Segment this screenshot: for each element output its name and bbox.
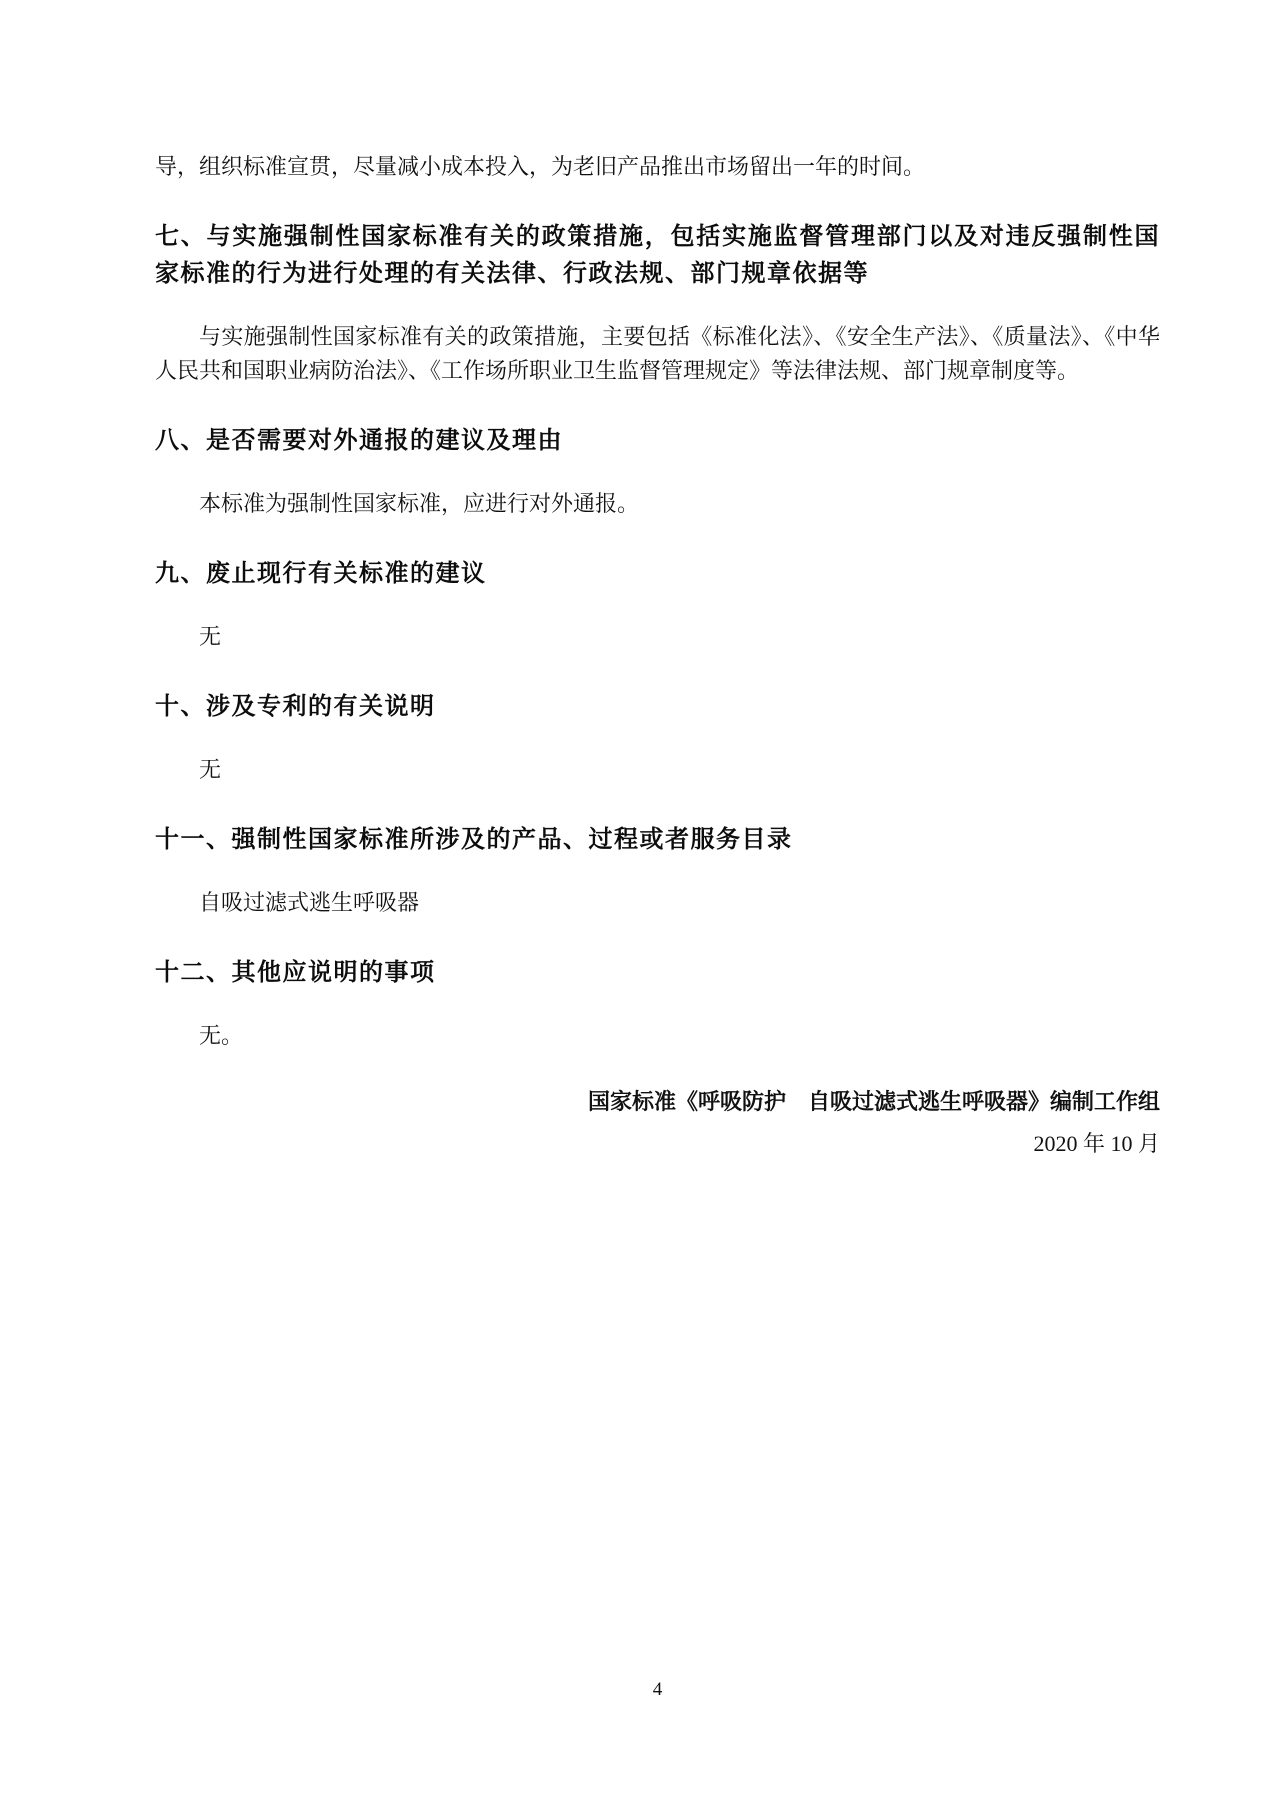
section-paragraph-9: 无 bbox=[199, 624, 222, 649]
section-heading-8: 八、是否需要对外通报的建议及理由 bbox=[155, 427, 563, 454]
section-heading-11: 十一、强制性国家标准所涉及的产品、过程或者服务目录 bbox=[155, 826, 793, 853]
section-paragraph-7: 与实施强制性国家标准有关的政策措施，主要包括《标准化法》、《安全生产法》、《质量法》、《中华人民共和国职业病防治法》、《工作场所职业卫生监督管理规定》等法律法规、部门规章制度等。 bbox=[155, 324, 1160, 383]
section-paragraph-11: 自吸过滤式逃生呼吸器 bbox=[199, 890, 420, 915]
section-heading-9: 九、废止现行有关标准的建议 bbox=[155, 560, 487, 587]
drafting-group-signature: 国家标准《呼吸防护 自吸过滤式逃生呼吸器》编制工作组 bbox=[587, 1089, 1160, 1114]
section-paragraph-12: 无。 bbox=[199, 1023, 244, 1048]
continuation-paragraph: 导，组织标准宣贯，尽量减小成本投入，为老旧产品推出市场留出一年的时间。 bbox=[155, 154, 926, 179]
signature-date: 2020 年 10 月 bbox=[1033, 1131, 1160, 1156]
section-paragraph-8: 本标准为强制性国家标准，应进行对外通报。 bbox=[199, 491, 640, 516]
document-content bbox=[155, 0, 1160, 1165]
page-number: 4 bbox=[652, 1679, 663, 1700]
section-paragraph-10: 无 bbox=[199, 757, 222, 782]
section-heading-10: 十、涉及专利的有关说明 bbox=[155, 693, 436, 720]
section-heading-12: 十二、其他应说明的事项 bbox=[155, 959, 436, 986]
section-heading-7: 七、与实施强制性国家标准有关的政策措施，包括实施监督管理部门以及对违反强制性国家标准的行为进行处理的有关法律、行政法规、部门规章依据等 bbox=[155, 223, 1160, 287]
